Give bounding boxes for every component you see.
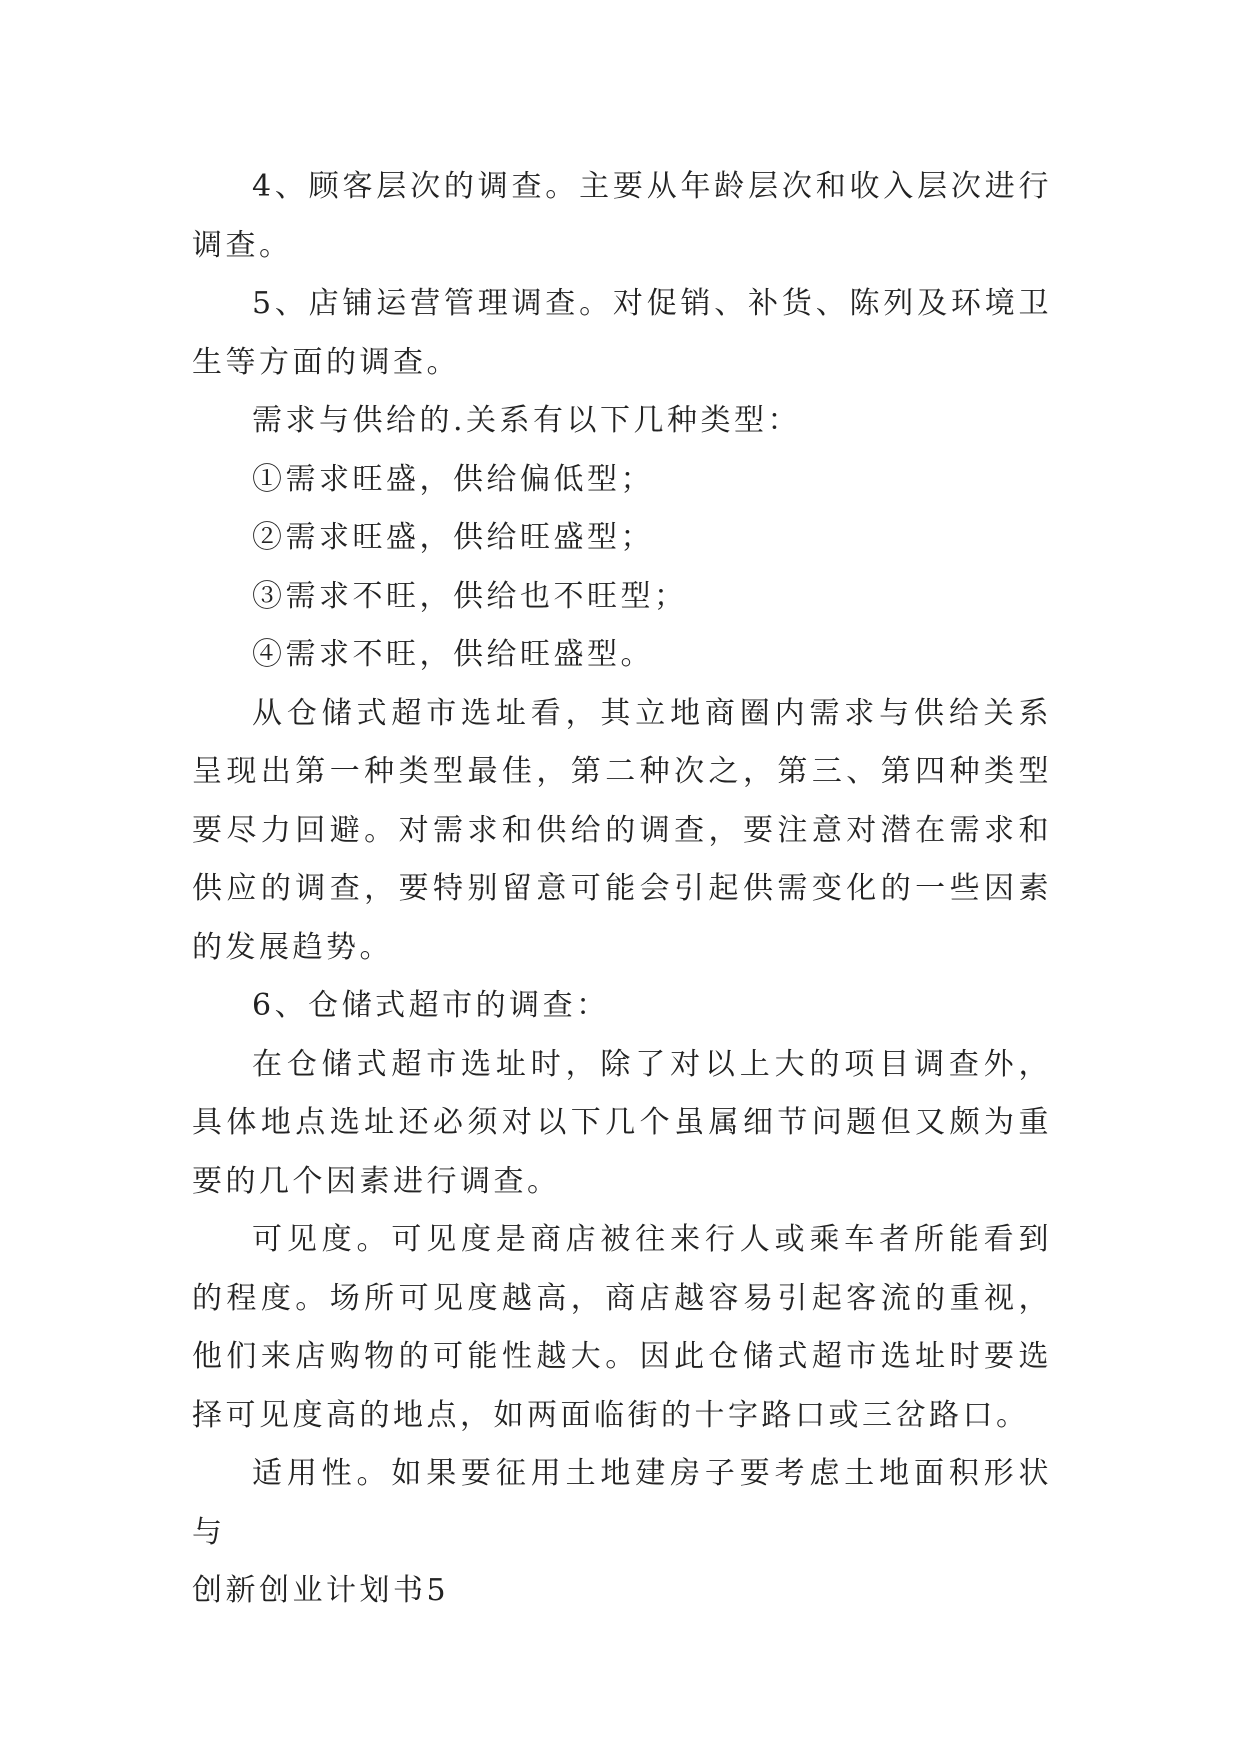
paragraph-supply-demand-intro: 需求与供给的.关系有以下几种类型： — [252, 403, 802, 438]
list-item-type-3: ③需求不旺，供给也不旺型； — [252, 578, 688, 614]
paragraph-visibility: 可见度。可见度是商店被往来行人或乘车者所能看到的程度。场所可见度越高，商店越容易引起客流的重视，他们来店购物的可能性越大。因此仓储式超市选址时要选择可见度高的地点，如两面临街的十字路口或三岔路口。 — [192, 1222, 1052, 1433]
section-heading: 创新创业计划书5 — [192, 1573, 450, 1608]
paragraph-store-operations: 5、店铺运营管理调查。对促销、补货、陈列及环境卫生等方面的调查。 — [192, 286, 1052, 380]
paragraph-warehouse-survey: 6、仓储式超市的调查： — [252, 988, 610, 1023]
list-item-type-4: ④需求不旺，供给旺盛型。 — [252, 637, 654, 672]
list-item-type-1: ①需求旺盛，供给偏低型； — [252, 461, 654, 497]
document-body — [192, 158, 1052, 1621]
list-item-type-2: ②需求旺盛，供给旺盛型； — [252, 520, 654, 555]
paragraph-applicability: 适用性。如果要征用土地建房子要考虑土地面积形状与 — [192, 1456, 1052, 1550]
paragraph-site-selection: 从仓储式超市选址看，其立地商圈内需求与供给关系呈现出第一种类型最佳，第二种次之，第三、第四种类型要尽力回避。对需求和供给的调查，要注意对潜在需求和供应的调查，要特别留意可能会引起供需变化的一些因素的发展趋势。 — [192, 695, 1052, 965]
paragraph-customer-level: 4、顾客层次的调查。主要从年龄层次和收入层次进行调查。 — [192, 169, 1052, 263]
paragraph-detail-factors: 在仓储式超市选址时，除了对以上大的项目调查外，具体地点选址还必须对以下几个虽属细节问题但又颇为重要的几个因素进行调查。 — [192, 1046, 1052, 1199]
